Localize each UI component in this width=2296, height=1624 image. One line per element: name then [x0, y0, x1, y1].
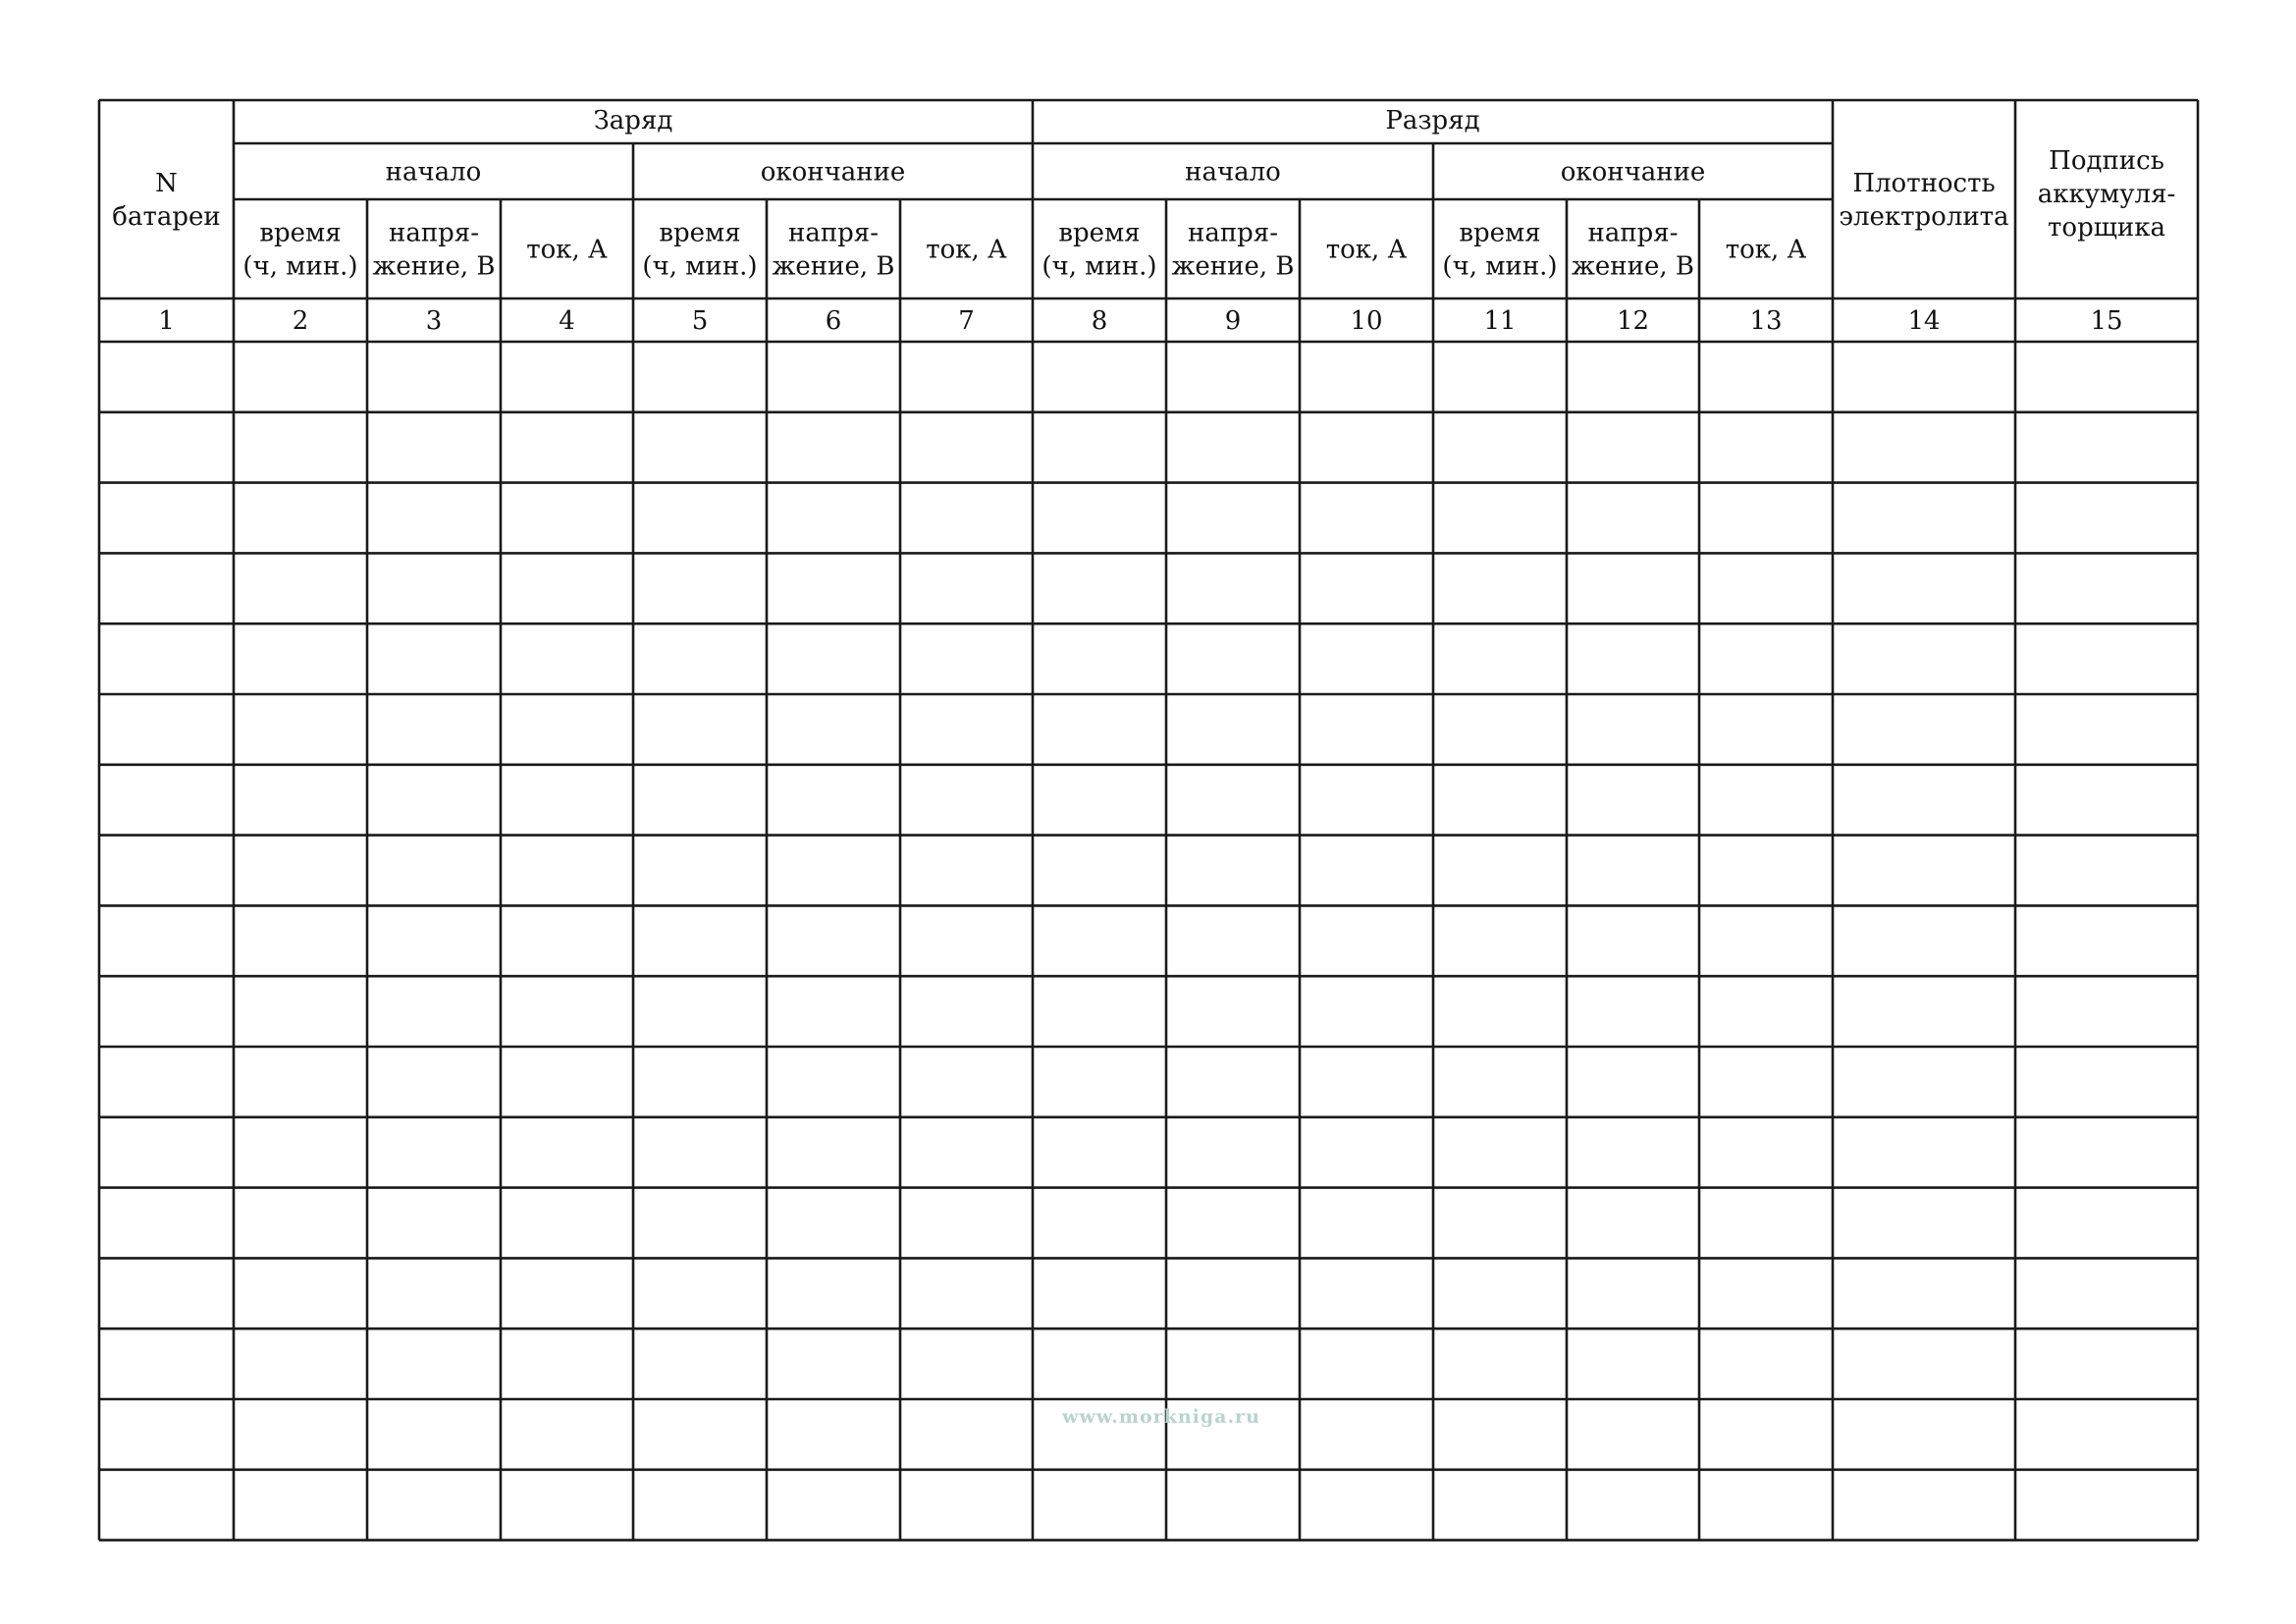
table-row[interactable]	[99, 1047, 2198, 1117]
charge-end-time-header-line-2: (ч, мин.)	[642, 251, 758, 282]
table-row[interactable]	[99, 1328, 2198, 1399]
discharge-start-voltage-header-line-2: жение, В	[1171, 251, 1295, 282]
column-number-10: 10	[1350, 306, 1383, 336]
discharge-end-voltage-header	[1572, 219, 1694, 282]
table-row[interactable]	[99, 1188, 2198, 1259]
column-number-9: 9	[1224, 306, 1242, 336]
charge-start-voltage-header-line-2: жение, В	[372, 251, 496, 282]
discharge-start-time-header-line-1: время	[1058, 218, 1141, 248]
charge-end-time-header-line-1: время	[659, 218, 741, 248]
table-row[interactable]	[99, 483, 2198, 554]
column-number-13: 13	[1749, 306, 1783, 336]
discharge-start-time-header-line-2: (ч, мин.)	[1041, 251, 1157, 282]
charge-end-voltage-header-line-2: жение, В	[772, 251, 895, 282]
table-row[interactable]	[99, 765, 2198, 836]
discharge-group-header: Разряд	[1385, 106, 1480, 135]
discharge-start-voltage-header-line-1: напря-	[1188, 218, 1278, 248]
discharge-end-current-header	[1726, 236, 1807, 265]
column-number-6: 6	[825, 306, 842, 336]
discharge-end-time-header	[1442, 219, 1557, 282]
charge-end-time-header	[642, 219, 757, 282]
discharge-end-voltage-header-line-2: жение, В	[1572, 251, 1694, 282]
discharge-end-time-header-line-1: время	[1459, 218, 1541, 248]
charge-end-header: окончание	[760, 157, 906, 188]
column-number-12: 12	[1616, 306, 1650, 336]
column-number-11: 11	[1483, 306, 1517, 336]
table-row[interactable]	[99, 623, 2198, 694]
column-number-4: 4	[559, 306, 575, 336]
charge-group-header: Заряд	[593, 106, 673, 135]
electrolyte-density-header-line-2: электролита	[1839, 202, 2009, 232]
charge-start-header: начало	[385, 157, 482, 188]
charge-start-time-header-line-2: (ч, мин.)	[242, 251, 358, 282]
watermark-text: www.morkniga.ru	[1062, 1406, 1260, 1428]
charge-end-current-header-line-1: ток, А	[926, 235, 1007, 265]
signature-header-line-1: Подпись	[2049, 146, 2164, 176]
column-number-8: 8	[1091, 306, 1108, 336]
column-number-14: 14	[1907, 306, 1941, 336]
charge-end-voltage-header	[773, 219, 895, 282]
table-row[interactable]	[99, 553, 2198, 623]
discharge-end-header: окончание	[1560, 157, 1706, 188]
table-row[interactable]	[99, 694, 2198, 765]
charge-start-current-header-line-1: ток, А	[526, 235, 608, 265]
discharge-start-current-header	[1326, 236, 1408, 265]
battery-number-header-line-1: N	[155, 169, 178, 198]
discharge-end-voltage-header-line-1: напря-	[1587, 218, 1679, 248]
table-row[interactable]	[99, 905, 2198, 976]
charge-start-time-header	[242, 219, 357, 282]
discharge-end-time-header-line-2: (ч, мин.)	[1442, 251, 1558, 282]
discharge-start-header: начало	[1185, 157, 1281, 188]
charge-start-voltage-header	[373, 219, 496, 282]
table-row[interactable]	[99, 1258, 2198, 1328]
charge-start-voltage-header-line-1: напря-	[389, 218, 479, 248]
table-row[interactable]	[99, 342, 2198, 412]
charge-start-current-header	[526, 236, 608, 265]
table-row[interactable]	[99, 1117, 2198, 1188]
discharge-start-voltage-header	[1172, 219, 1295, 282]
discharge-start-time-header	[1041, 219, 1156, 282]
column-number-2: 2	[292, 306, 309, 336]
column-number-5: 5	[691, 306, 709, 336]
column-number-7: 7	[958, 306, 975, 336]
battery-number-header-line-2: батареи	[112, 202, 221, 232]
electrolyte-density-header-line-1: Плотность	[1852, 169, 1996, 198]
battery-number-header	[112, 169, 220, 232]
column-number-1: 1	[158, 306, 175, 336]
signature-header-line-3: торщика	[2048, 213, 2165, 243]
table-row[interactable]	[99, 976, 2198, 1047]
column-number-3: 3	[425, 306, 443, 336]
electrolyte-density-header	[1839, 169, 2008, 232]
charge-end-voltage-header-line-1: напря-	[788, 218, 879, 248]
table-row[interactable]	[99, 412, 2198, 483]
signature-header-line-2: аккумуля-	[2037, 180, 2176, 209]
discharge-start-current-header-line-1: ток, А	[1325, 235, 1408, 265]
table-row[interactable]	[99, 836, 2198, 906]
table-row[interactable]	[99, 1470, 2198, 1541]
charge-start-time-header-line-1: время	[259, 218, 342, 248]
charge-end-current-header	[926, 236, 1007, 265]
signature-header	[2038, 146, 2176, 243]
discharge-end-current-header-line-1: ток, А	[1725, 235, 1807, 265]
column-number-15: 15	[2090, 306, 2123, 336]
